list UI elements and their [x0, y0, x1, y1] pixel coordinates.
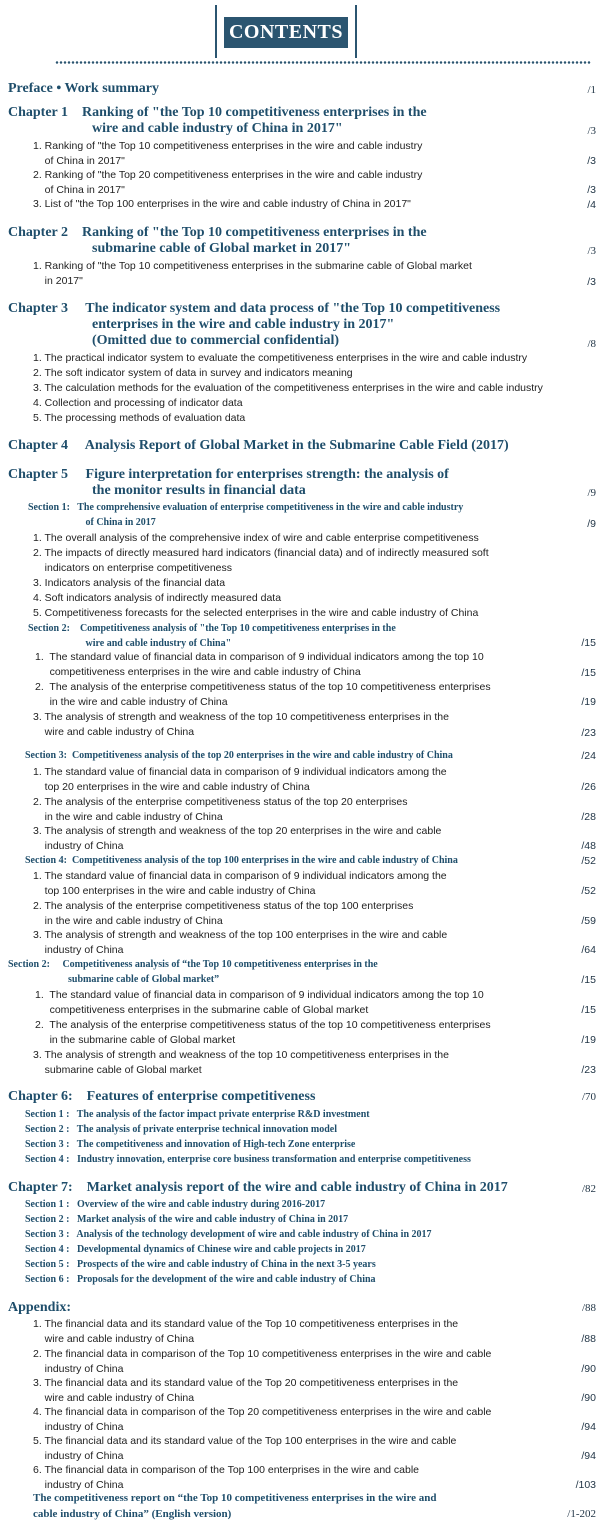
- toc-page-number: /3: [587, 184, 596, 196]
- toc-page-number: /8: [587, 338, 596, 350]
- toc-item-line: industry of China: [33, 1479, 124, 1491]
- toc-section-line: Section 4 : Developmental dynamics of Chinese wire and cable projects in 2017: [25, 1244, 366, 1255]
- toc-page-number: /90: [581, 1363, 596, 1375]
- toc-item-line: 2. Ranking of "the Top 20 competitiveness enterprises in the wire and cable industry: [33, 169, 423, 181]
- toc-item-line: 1. Ranking of "the Top 10 competitiveness enterprises in the submarine cable of Global market: [33, 260, 472, 272]
- toc-item-line: 4. Collection and processing of indicator data: [33, 397, 243, 409]
- toc-item-line: 2. The impacts of directly measured hard indicators (financial data) and of indirectly measured soft: [33, 547, 489, 559]
- toc-item-line: 3. List of "the Top 100 enterprises in the wire and cable industry of China in 2017": [33, 198, 411, 210]
- toc-chapter-line: submarine cable of Global market in 2017": [8, 241, 351, 256]
- toc-section-line: Section 2 : Market analysis of the wire and cable industry of China in 2017: [25, 1214, 349, 1225]
- toc-page-number: /3: [587, 245, 596, 257]
- toc-section-line: Section 1: The comprehensive evaluation of enterprise competitiveness in the wire and cable industry: [28, 502, 464, 513]
- toc-page-number: /3: [587, 276, 596, 288]
- toc-item-line: 1. The financial data and its standard value of the Top 10 competitiveness enterprises in the: [33, 1318, 459, 1330]
- contents-title: CONTENTS: [224, 17, 348, 48]
- toc-section-line: Section 3: Competitiveness analysis of the top 20 enterprises in the wire and cable industry of China: [25, 750, 453, 761]
- toc-page-number: /48: [581, 840, 596, 852]
- toc-section-line: Section 3 : Analysis of the technology development of wire and cable industry of China in 2017: [25, 1229, 432, 1240]
- toc-page-number: /19: [581, 1034, 596, 1046]
- toc-chapter-line: (Omitted due to commercial confidential): [8, 333, 340, 348]
- toc-chapter-line: the monitor results in financial data: [8, 483, 306, 498]
- toc-chapter-line: Chapter 3 The indicator system and data process of "the Top 10 competitiveness: [8, 301, 501, 316]
- toc-page-number: /23: [581, 727, 596, 739]
- toc-item-line: 5. The financial data and its standard value of the Top 100 enterprises in the wire and cable: [33, 1435, 457, 1447]
- toc-page-number: /1: [587, 84, 596, 96]
- toc-section-line: Section 1 : Overview of the wire and cable industry during 2016-2017: [25, 1199, 326, 1210]
- toc-section-line: Section 2: Competitiveness analysis of "the Top 10 competitiveness enterprises in the: [28, 623, 396, 634]
- toc-section-line: Section 5 : Prospects of the wire and cable industry of China in the next 3-5 years: [25, 1259, 376, 1270]
- toc-page-number: /28: [581, 811, 596, 823]
- toc-chapter-line: Chapter 4 Analysis Report of Global Market in the Submarine Cable Field (2017): [8, 438, 509, 453]
- toc-page-number: /26: [581, 781, 596, 793]
- toc-section-line: Section 2: Competitiveness analysis of “the Top 10 competitiveness enterprises in the: [8, 959, 378, 970]
- toc-page-number: /94: [581, 1450, 596, 1462]
- toc-chapter-line: wire and cable industry of China in 2017": [8, 121, 343, 136]
- toc-item-line: in 2017": [33, 275, 83, 287]
- toc-page-number: /9: [587, 487, 596, 499]
- toc-item-line: industry of China: [33, 1450, 124, 1462]
- toc-page-number: /94: [581, 1421, 596, 1433]
- toc-item-line: 3. The financial data and its standard value of the Top 20 competitiveness enterprises in the: [33, 1377, 459, 1389]
- toc-item-line: in the wire and cable industry of China: [33, 811, 223, 823]
- toc-item-line: top 100 enterprises in the wire and cable industry of China: [33, 885, 316, 897]
- toc-item-line: 1. The standard value of financial data in comparison of 9 individual indicators among the top 10: [35, 989, 484, 1001]
- toc-page-number: /90: [581, 1392, 596, 1404]
- toc-item-line: 1. The standard value of financial data in comparison of 9 individual indicators among the: [33, 870, 447, 882]
- toc-chapter-line: Appendix:: [8, 1300, 72, 1315]
- toc-page-number: /23: [581, 1064, 596, 1076]
- toc-page-number: /9: [587, 518, 596, 530]
- toc-page-number: /1-202: [567, 1508, 596, 1520]
- toc-page-number: /15: [581, 667, 596, 679]
- contents-title-frame: [215, 5, 357, 58]
- toc-chapter-line: Chapter 7: Market analysis report of the wire and cable industry of China in 2017: [8, 1180, 508, 1195]
- toc-page-number: /4: [587, 199, 596, 211]
- toc-section-line: submarine cable of Global market”: [8, 974, 220, 985]
- toc-chapter-line: Chapter 1 Ranking of "the Top 10 competitiveness enterprises in the: [8, 105, 427, 120]
- toc-section-line: Section 1 : The analysis of the factor impact private enterprise R&D investment: [25, 1109, 370, 1120]
- toc-item-line: 1. The overall analysis of the comprehensive index of wire and cable enterprise competitiveness: [33, 532, 479, 544]
- toc-page-number: /82: [581, 1183, 596, 1195]
- toc-item-line: industry of China: [33, 1421, 124, 1433]
- toc-item-line: of China in 2017": [33, 155, 125, 167]
- toc-page-number: /70: [581, 1091, 596, 1103]
- toc-item-line: 6. The financial data in comparison of the Top 100 enterprises in the wire and cable: [33, 1464, 420, 1476]
- contents-header: [0, 0, 611, 70]
- toc-item-line: 1. Ranking of "the Top 10 competitiveness enterprises in the wire and cable industry: [33, 140, 423, 152]
- toc-item-line: 3. The analysis of strength and weakness of the top 20 enterprises in the wire and cable: [33, 825, 442, 837]
- toc-item-line: 3. The analysis of strength and weakness of the top 100 enterprises in the wire and cable: [33, 929, 448, 941]
- toc-chapter-line: enterprises in the wire and cable industry in 2017": [8, 317, 395, 332]
- toc-item-line: industry of China: [33, 944, 124, 956]
- toc-item-line: 2. The analysis of the enterprise competitiveness status of the top 100 enterprises: [33, 900, 414, 912]
- toc-item-line: competitiveness enterprises in the submarine cable of Global market: [35, 1004, 369, 1016]
- toc-chapter-line: Chapter 2 Ranking of "the Top 10 competitiveness enterprises in the: [8, 225, 427, 240]
- toc-chapter-line: Chapter 5 Figure interpretation for enterprises strength: the analysis of: [8, 467, 449, 482]
- toc-item-line: submarine cable of Global market: [33, 1064, 202, 1076]
- toc-item-line: 2. The soft indicator system of data in survey and indicators meaning: [33, 367, 353, 379]
- toc-page-number: /103: [575, 1479, 596, 1491]
- toc-page-number: /15: [581, 1004, 596, 1016]
- toc-item-line: in the wire and cable industry of China: [33, 915, 223, 927]
- toc-item-line: 4. The financial data in comparison of the Top 20 competitiveness enterprises in the wire and cable: [33, 1406, 492, 1418]
- toc-page-number: /52: [581, 855, 596, 867]
- toc-item-line: top 20 enterprises in the wire and cable industry of China: [33, 781, 310, 793]
- toc-page-number: /88: [581, 1302, 596, 1314]
- toc-item-line: 2. The analysis of the enterprise competitiveness status of the top 10 competitiveness enterprises: [35, 681, 491, 693]
- toc-item-line: of China in 2017": [33, 184, 125, 196]
- toc-page-number: /88: [581, 1333, 596, 1345]
- toc-item-line: 2. The analysis of the enterprise competitiveness status of the top 20 enterprises: [33, 796, 408, 808]
- toc-item-line: wire and cable industry of China: [33, 1392, 195, 1404]
- toc-item-line: wire and cable industry of China: [33, 726, 195, 738]
- toc-item-line: industry of China: [33, 840, 124, 852]
- toc-page-number: /24: [581, 750, 596, 762]
- toc-item-line: competitiveness enterprises in the wire and cable industry of China: [35, 666, 361, 678]
- toc-item-line: 3. The analysis of strength and weakness of the top 10 competitiveness enterprises in the: [33, 1049, 449, 1061]
- toc-item-line: 5. Competitiveness forecasts for the selected enterprises in the wire and cable industry of China: [33, 607, 479, 619]
- toc-item-line: industry of China: [33, 1363, 124, 1375]
- toc-page-number: /3: [587, 125, 596, 137]
- toc-item-line: indicators on enterprise competitiveness: [33, 562, 233, 574]
- toc-section-line: Section 4 : Industry innovation, enterprise core business transformation and enterprise competitiveness: [25, 1154, 471, 1165]
- toc-item-line: 1. The standard value of financial data in comparison of 9 individual indicators among the: [33, 766, 447, 778]
- toc-section-line: of China in 2017: [28, 517, 156, 528]
- toc-page-number: /15: [581, 974, 596, 986]
- toc-chapter-line: Preface • Work summary: [8, 81, 159, 96]
- toc-section-line: Section 4: Competitiveness analysis of the top 100 enterprises in the wire and cable industry of China: [25, 855, 458, 866]
- toc-page-number: /64: [581, 944, 596, 956]
- toc-item-line: 5. The processing methods of evaluation data: [33, 412, 246, 424]
- toc-item-line: 3. The analysis of strength and weakness of the top 10 competitiveness enterprises in the: [33, 711, 449, 723]
- toc-page-number: /59: [581, 915, 596, 927]
- toc-section-line: Section 2 : The analysis of private enterprise technical innovation model: [25, 1124, 338, 1135]
- toc-item-line: in the wire and cable industry of China: [35, 696, 228, 708]
- toc-section-line: Section 6 : Proposals for the development of the wire and cable industry of China: [25, 1274, 376, 1285]
- toc-bold-line: The competitiveness report on “the Top 10 competitiveness enterprises in the wire and: [33, 1492, 437, 1504]
- toc-item-line: in the submarine cable of Global market: [35, 1034, 236, 1046]
- toc-item-line: 4. Soft indicators analysis of indirectly measured data: [33, 592, 282, 604]
- toc-page-number: /52: [581, 885, 596, 897]
- toc-item-line: 1. The standard value of financial data in comparison of 9 individual indicators among the top 10: [35, 651, 484, 663]
- toc-section-line: wire and cable industry of China": [28, 638, 232, 649]
- toc-item-line: 1. The practical indicator system to evaluate the competitiveness enterprises in the wire and cable industry: [33, 352, 528, 364]
- toc-chapter-line: Chapter 6: Features of enterprise competitiveness: [8, 1089, 316, 1104]
- toc-page-number: /19: [581, 696, 596, 708]
- toc-section-line: Section 3 : The competitiveness and innovation of High-tech Zone enterprise: [25, 1139, 356, 1150]
- toc-item-line: 2. The financial data in comparison of the Top 10 competitiveness enterprises in the wire and cable: [33, 1348, 492, 1360]
- toc-page-number: /15: [581, 637, 596, 649]
- toc-bold-line: cable industry of China” (English version): [33, 1508, 232, 1520]
- toc-page-number: /3: [587, 155, 596, 167]
- toc-item-line: 3. The calculation methods for the evaluation of the competitiveness enterprises in the wire and cable industry: [33, 382, 543, 394]
- dotted-divider: [55, 60, 591, 65]
- toc-item-line: wire and cable industry of China: [33, 1333, 195, 1345]
- toc-item-line: 2. The analysis of the enterprise competitiveness status of the top 10 competitiveness enterprises: [35, 1019, 491, 1031]
- toc-item-line: 3. Indicators analysis of the financial data: [33, 577, 226, 589]
